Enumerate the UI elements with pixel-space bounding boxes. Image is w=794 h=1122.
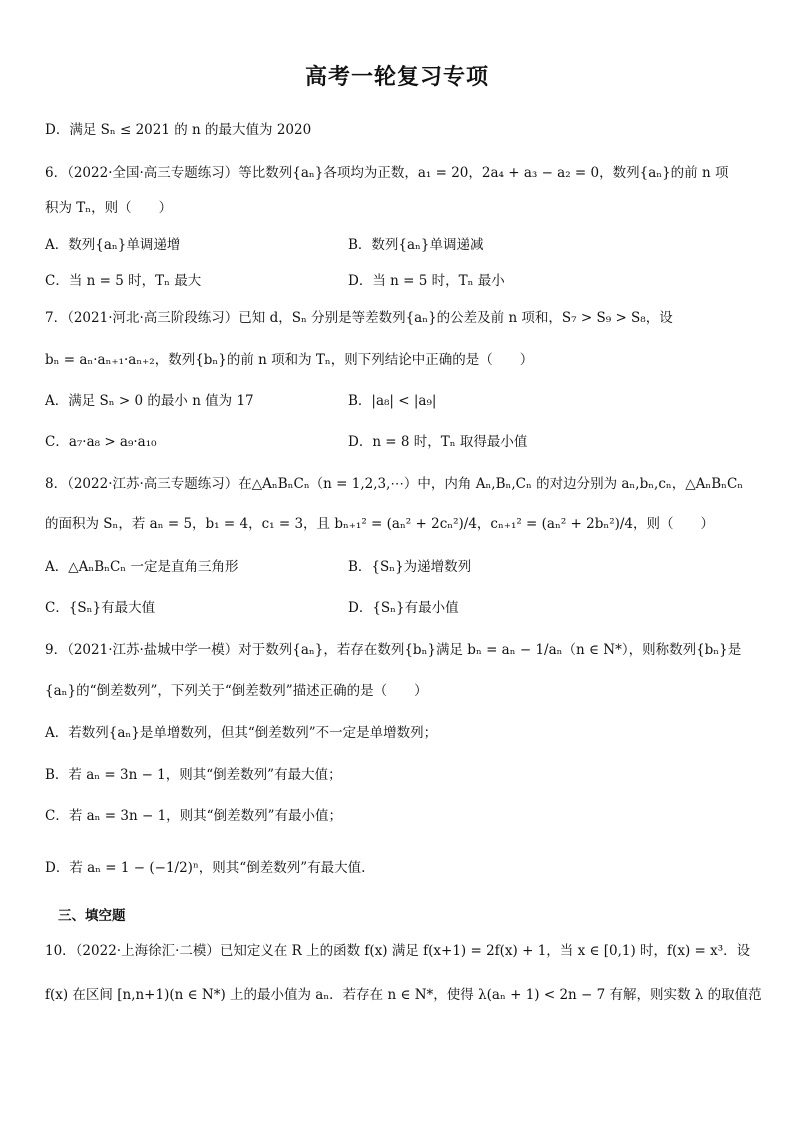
option-d-q5: D．满足 Sₙ ≤ 2021 的 n 的最大值为 2020	[45, 122, 312, 138]
question-6: 6．（2022·全国·高三专题练习）等比数列{aₙ}各项均为正数，a₁ = 20，2a₄ + a₃ − a₂ = 0，数列{aₙ}的前 n 项	[45, 165, 729, 181]
q6-option-b: B．数列{aₙ}单调递减	[348, 237, 484, 253]
question-9: 9．（2021·江苏·盐城中学一模）对于数列{aₙ}，若存在数列{bₙ}满足 bₙ = aₙ − 1/aₙ（n ∈ N*），则称数列{bₙ}是	[45, 642, 742, 658]
question-7-cont: bₙ = aₙ·aₙ₊₁·aₙ₊₂，数列{bₙ}的前 n 项和为 Tₙ，则下列结论中正确的是（ ）	[45, 352, 534, 368]
q9-option-d: D．若 aₙ = 1 − (−1/2)ⁿ，则其“倒差数列”有最大值.	[45, 860, 366, 876]
q6-option-c: C．当 n = 5 时，Tₙ 最大	[45, 273, 202, 289]
q7-option-d: D．n = 8 时，Tₙ 取得最小值	[348, 434, 528, 450]
question-7: 7．（2021·河北·高三阶段练习）已知 d，Sₙ 分别是等差数列{aₙ}的公差及前 n 项和，S₇ > S₉ > S₈，设	[45, 310, 673, 326]
q9-option-a: A．若数列{aₙ}是单增数列，但其“倒差数列”不一定是单增数列；	[45, 725, 438, 741]
question-9-cont: {aₙ}的“倒差数列”，下列关于“倒差数列”描述正确的是（ ）	[45, 683, 428, 699]
q6-option-d: D．当 n = 5 时，Tₙ 最小	[348, 273, 505, 289]
q7-option-b: B．|a₈| < |a₉|	[348, 393, 437, 409]
q9-option-c: C．若 aₙ = 3n − 1，则其“倒差数列”有最小值；	[45, 808, 342, 824]
question-8-cont: 的面积为 Sₙ，若 aₙ = 5，b₁ = 4，c₁ = 3，且 bₙ₊₁² = (aₙ² + 2cₙ²)/4，cₙ₊₁² = (aₙ² + 2bₙ²)/4，则（ ）	[45, 516, 715, 532]
question-10: 10．（2022·上海徐汇·二模）已知定义在 R 上的函数 f(x) 满足 f(x+1) = 2f(x) + 1，当 x ∈ [0,1) 时，f(x) = x³．设	[45, 943, 751, 959]
q8-option-a: A．△AₙBₙCₙ 一定是直角三角形	[45, 559, 239, 575]
q8-option-d: D．{Sₙ}有最小值	[348, 600, 459, 616]
page-title: 高考一轮复习专项	[304, 65, 489, 90]
q7-option-a: A．满足 Sₙ > 0 的最小 n 值为 17	[45, 393, 254, 409]
q8-option-b: B．{Sₙ}为递增数列	[348, 559, 472, 575]
q8-option-c: C．{Sₙ}有最大值	[45, 600, 156, 616]
q6-option-a: A．数列{aₙ}单调递增	[45, 237, 181, 253]
q7-option-c: C．a₇·a₈ > a₉·a₁₀	[45, 434, 157, 450]
section-heading: 三、填空题	[58, 908, 126, 924]
question-8: 8．（2022·江苏·高三专题练习）在△AₙBₙCₙ（n = 1,2,3,⋯）中，内角 Aₙ,Bₙ,Cₙ 的对边分别为 aₙ,bₙ,cₙ，△AₙBₙCₙ	[45, 476, 744, 492]
q9-option-b: B．若 aₙ = 3n − 1，则其“倒差数列”有最大值；	[45, 767, 342, 783]
question-10-cont: f(x) 在区间 [n,n+1)(n ∈ N*) 上的最小值为 aₙ．若存在 n ∈ N*，使得 λ(aₙ + 1) < 2n − 7 有解，则实数 λ 的取值范	[45, 987, 762, 1003]
question-6-cont: 积为 Tₙ，则（ ）	[45, 200, 173, 216]
